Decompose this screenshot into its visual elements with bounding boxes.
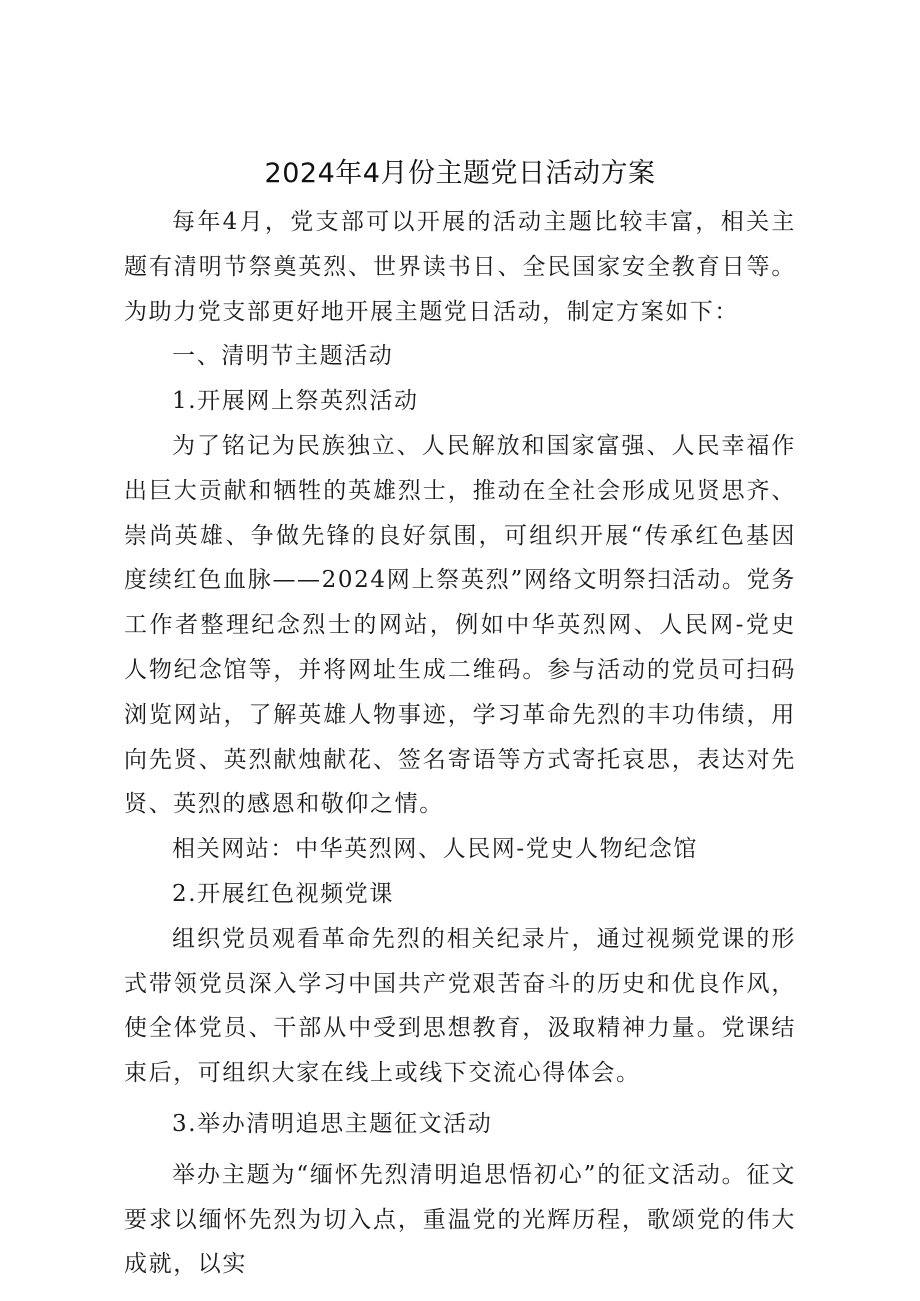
- subheading-online-tribute: 1.开展网上祭英烈活动: [172, 388, 419, 415]
- related-websites-line: 相关网站：中华英烈网、人民网-党史人物纪念馆: [172, 836, 698, 863]
- section-heading-qingming: 一、清明节主题活动: [172, 343, 394, 370]
- document-title: 2024年4月份主题党日活动方案: [264, 158, 656, 189]
- online-tribute-paragraph: 为了铭记为民族独立、人民解放和国家富强、人民幸福作出巨大贡献和牺牲的英雄烈士，推动在全社会形成见贤思齐、崇尚英雄、争做先锋的良好氛围，可组织开展“传承红色基因度续红色血脉——2024网上祭英烈”网络文明祭扫活动。党务工作者整理纪念烈士的网站，例如中华英烈网、人民网-党史人物纪念馆等，并将网址生成二维码。参与活动的党员可扫码浏览网站，了解英雄人物事迹，学习革命先烈的丰功伟绩，用向先贤、英烈献烛献花、签名寄语等方式寄托哀思，表达对先贤、英烈的感恩和敬仰之情。: [124, 432, 796, 818]
- intro-paragraph: 每年4月，党支部可以开展的活动主题比较丰富，相关主题有清明节祭奠英烈、世界读书日、全民国家安全教育日等。为助力党支部更好地开展主题党日活动，制定方案如下：: [124, 209, 796, 325]
- document-body: [124, 200, 796, 1287]
- video-lesson-paragraph: 组织党员观看革命先烈的相关纪录片，通过视频党课的形式带领党员深入学习中国共产党艰苦奋斗的历史和优良作风，使全体党员、干部从中受到思想教育，汲取精神力量。党课结束后，可组织大家在线上或线下交流心得体会。: [124, 925, 796, 1087]
- subheading-video-lesson: 2.开展红色视频党课: [172, 880, 394, 907]
- essay-contest-paragraph: 举办主题为“缅怀先烈清明追思悟初心”的征文活动。征文要求以缅怀先烈为切入点，重温党的光辉历程，歌颂党的伟大成就，以实: [124, 1161, 796, 1278]
- subheading-essay-contest: 3.举办清明追思主题征文活动: [172, 1110, 493, 1137]
